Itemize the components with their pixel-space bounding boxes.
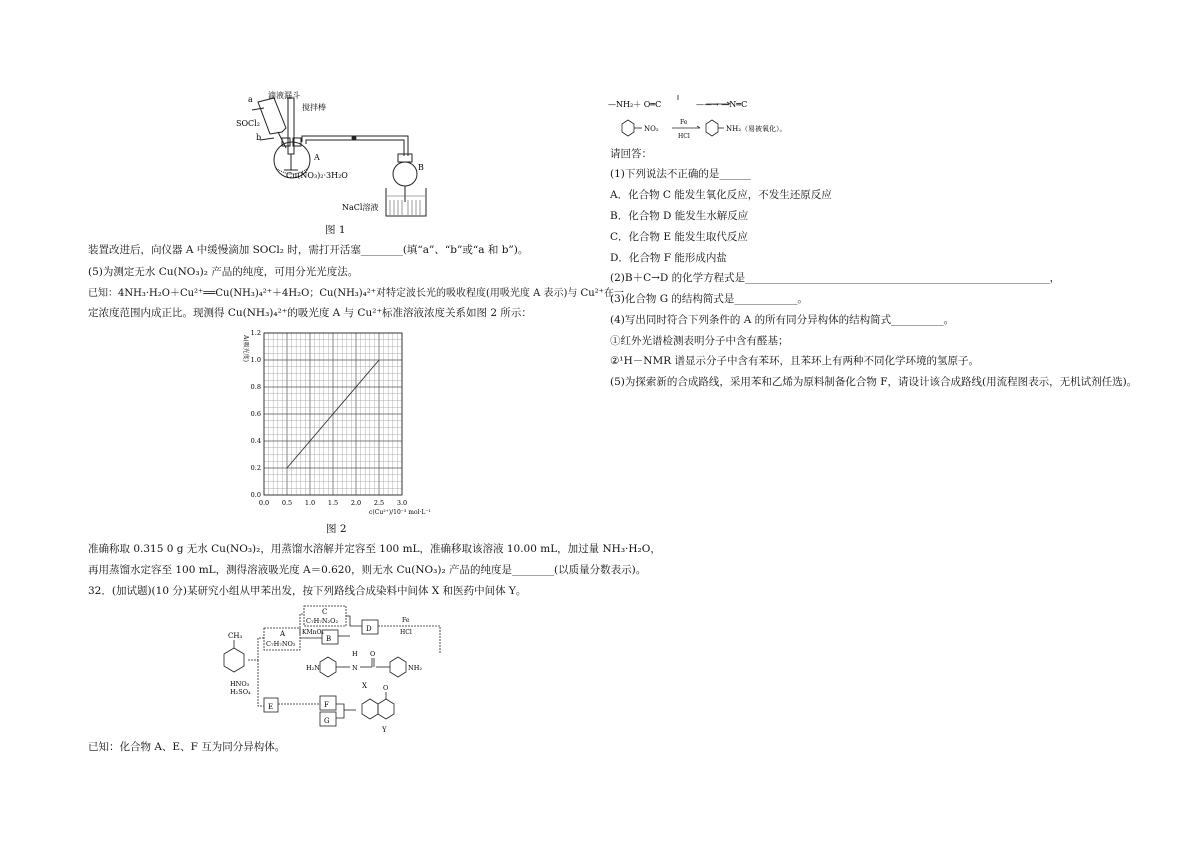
apparatus-figure [230, 88, 450, 218]
y-o: O [383, 684, 389, 692]
left-line-6: 再用蒸馏水定容至 100 mL，测得溶液吸光度 A＝0.620，则无水 Cu(NO₃)₂ 产品的纯度是________(以质量分数表示)。 [88, 564, 647, 576]
label-E: E [268, 703, 274, 711]
beaker [386, 188, 426, 216]
right-line-2: (1)下列说法不正确的是______ [610, 168, 751, 180]
left-line-1: 装置改进后，向仪器 A 中缓慢滴加 SOCl₂ 时，需打开活塞________(填“a”、“b”或“a 和 b”)。 [88, 244, 529, 256]
x-n: N [352, 664, 358, 672]
label-Y: Y [382, 726, 387, 734]
formula-C: C₇H₇N₂O₂ [306, 617, 339, 625]
label-C: C [322, 608, 328, 616]
known1-left: —NH₂＋ O═C [608, 100, 662, 109]
label-G: G [324, 717, 330, 725]
x-tick-label: 0.0 [258, 499, 270, 507]
known2-no2: NO₂ [644, 125, 659, 133]
left-line-7: 32．(加试题)(10 分)某研究小组从甲苯出发，按下列路线合成染料中间体 X 和医药中间体 Y。 [88, 585, 527, 597]
absorbance-chart [236, 325, 436, 515]
label-F: F [324, 701, 329, 709]
figure-2-caption: 图 2 [326, 523, 347, 535]
toluene-ch3: CH₃ [228, 632, 243, 640]
reagent-kmno4: KMnO₄ [302, 629, 324, 636]
x-tick-label: 1.0 [304, 499, 316, 507]
right-line-3: A．化合物 C 能发生氧化反应，不发生还原反应 [610, 189, 832, 201]
label-B: B [326, 635, 332, 643]
x-h: H [352, 650, 358, 658]
x-h2n: H₂N [306, 664, 320, 672]
label-D: D [366, 625, 372, 633]
known2-hcl: HCl [678, 133, 690, 140]
reagent-fe: Fe [402, 617, 410, 624]
y-tick-label: 0.6 [250, 410, 261, 418]
right-line-6: D．化合物 F 能形成内盐 [610, 252, 727, 264]
stirrer [284, 98, 298, 170]
right-line-5: C．化合物 E 能发生取代反应 [610, 231, 748, 243]
x-tick-label: 2.5 [373, 499, 385, 507]
flask-content-label: Cu(NO₃)₂·3H₂O [286, 171, 348, 180]
valve-b-label: b [256, 133, 262, 142]
x-nh2: NH₂ [408, 664, 422, 672]
reagent-h2so4: H₂SO₄ [230, 688, 251, 696]
y-axis-label: A(吸光度) [242, 335, 249, 363]
flask-A-label: A [314, 153, 320, 162]
y-tick-label: 0.4 [250, 437, 261, 445]
reagent-hno3: HNO₃ [230, 680, 250, 688]
x-tick-label: 2.0 [350, 499, 362, 507]
formula-A: C₇H₇NO₂ [266, 640, 296, 648]
right-line-12: (5)为探索新的合成路线，采用苯和乙烯为原料制备化合物 F，请设计该合成路线(用流程图表示，无机试剂任选)。 [610, 376, 1138, 388]
flask-B [393, 154, 417, 202]
left-line-5: 准确称取 0.315 0 g 无水 Cu(NO₃)₂，用蒸馏水溶解并定容至 100 mL，准确移取该溶液 10.00 mL，加过量 NH₃·H₂O， [88, 543, 661, 555]
valve-a-label: a [248, 95, 253, 104]
funnel-label: 滴液漏斗 [268, 91, 300, 100]
y-tick-label: 0.8 [250, 383, 261, 391]
flask-B-label: B [418, 163, 424, 172]
right-line-4: B．化合物 D 能发生水解反应 [610, 210, 749, 222]
figure-1-caption: 图 1 [325, 224, 346, 236]
left-line-4: 定浓度范围内成正比。现测得 Cu(NH₃)₄²⁺的吸光度 A 与 Cu²⁺标准溶液浓度关系如图 2 所示： [88, 307, 532, 319]
toluene-ring [224, 648, 244, 672]
right-line-9: (4)写出同时符合下列条件的 A 的所有同分异构体的结构简式__________。 [610, 314, 955, 326]
known-reactions [606, 92, 826, 144]
label-X: X [362, 682, 367, 690]
known1-right: ——→ —N═C [696, 100, 748, 109]
known2-nh2: NH₂（易被氧化）。 [726, 125, 787, 133]
y-tick-label: 1.0 [250, 356, 261, 364]
synthesis-scheme [200, 600, 460, 738]
x-tick-label: 1.5 [327, 499, 339, 507]
right-line-11: ②¹H－NMR 谱显示分子中含有苯环，且苯环上有两种不同化学环境的氢原子。 [610, 355, 979, 367]
socl2-label: SOCl₂ [236, 119, 260, 128]
known2-fe: Fe [680, 119, 688, 126]
y-tick-label: 0.0 [250, 491, 261, 499]
x-axis-label: c(Cu²⁺)/10⁻³ mol·L⁻¹ [369, 509, 431, 515]
right-line-1: 请回答： [610, 148, 652, 160]
right-line-8: (3)化合物 G 的结构简式是____________。 [610, 293, 808, 305]
right-line-10: ①红外光谱检测表明分子中含有醛基； [610, 335, 789, 347]
stirrer-label: 搅拌棒 [302, 103, 326, 112]
y-tick-label: 0.2 [250, 464, 261, 472]
nacl-label: NaCl溶液 [342, 203, 379, 212]
left-line-2: (5)为测定无水 Cu(NO₃)₂ 产品的纯度，可用分光光度法。 [88, 266, 359, 278]
y-tick-label: 1.2 [250, 329, 261, 337]
x-o: O [370, 650, 376, 658]
reagent-hcl: HCl [400, 629, 412, 636]
left-line-8: 已知：化合物 A、E、F 互为同分异构体。 [88, 741, 286, 753]
label-A: A [280, 630, 286, 638]
x-tick-label: 3.0 [396, 499, 408, 507]
right-line-7: (2)B＋C→D 的化学方程式是__________________________________________________________， [610, 272, 1061, 284]
x-tick-label: 0.5 [281, 499, 293, 507]
left-line-3: 已知：4NH₃·H₂O＋Cu²⁺══Cu(NH₃)₄²⁺＋4H₂O；Cu(NH₃)₄²⁺对特定波长光的吸收程度(用吸光度 A 表示)与 Cu²⁺在一 [88, 288, 624, 299]
